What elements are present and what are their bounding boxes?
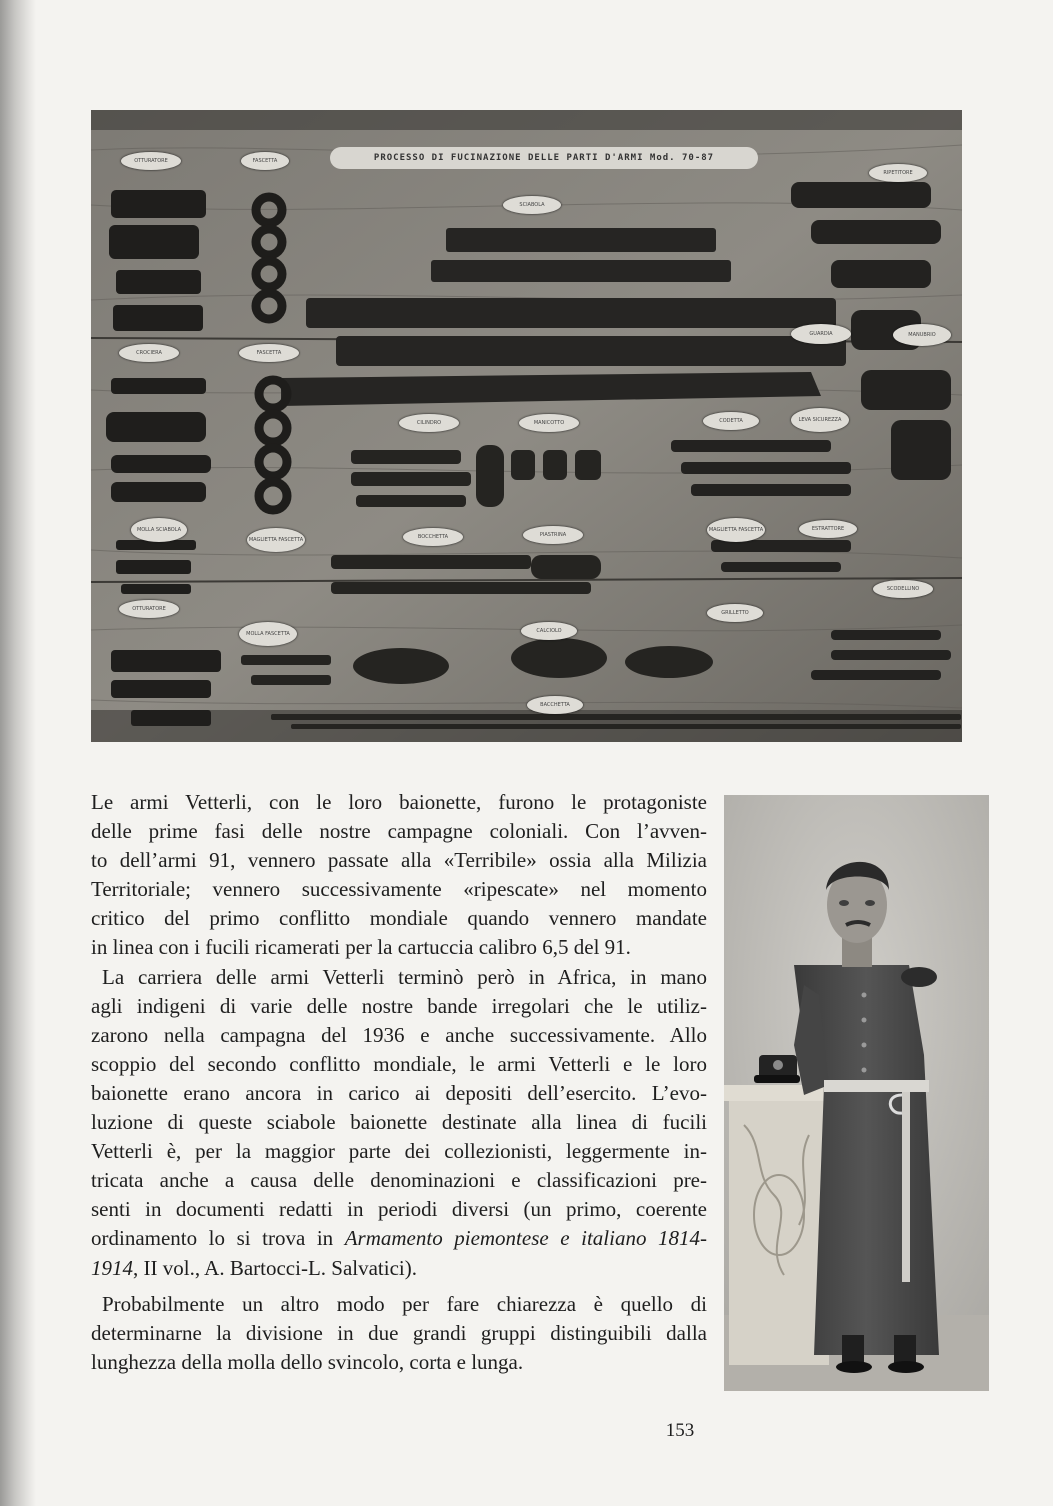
- book-title-italic: 1914: [91, 1255, 133, 1280]
- board-tag: MANICOTTO: [519, 414, 579, 432]
- text-line: senti in documenti redatti in periodi diversi (un primo, coerente: [91, 1197, 707, 1222]
- page-number: 153: [665, 1420, 695, 1441]
- text-line: delle prime fasi delle nostre campagne coloniali. Con l’avven-: [91, 819, 707, 844]
- text-line: scoppio del secondo conflitto mondiale, le armi Vetterli e le loro: [91, 1051, 707, 1076]
- board-title-plaque: PROCESSO DI FUCINAZIONE DELLE PARTI D'ARMI Mod. 70-87: [330, 147, 758, 169]
- text-line: luzione di queste sciabole baionette destinate alla linea di fucili: [91, 1110, 707, 1135]
- text-line: to dell’armi 91, vennero passate alla «Terribile» ossia alla Milizia: [91, 848, 707, 873]
- paragraph-2: [91, 963, 707, 1283]
- text-run: ordinamento lo si trova in: [91, 1226, 345, 1251]
- board-tag: BACCHETTA: [527, 696, 583, 714]
- board-tag: SCIABOLA: [503, 196, 561, 214]
- board-tag: GUARDIA: [791, 324, 851, 344]
- soldier-portrait-illustration: [724, 795, 989, 1391]
- text-line: tricata anche a causa delle denominazioni e classificazioni pre-: [91, 1168, 707, 1193]
- text-line: [91, 1224, 707, 1253]
- body-text: [91, 788, 707, 1377]
- board-tag: CILINDRO: [399, 414, 459, 432]
- text-run: , II vol., A. Bartocci-L. Salvatici).: [133, 1255, 418, 1280]
- board-tag: FASCETTA: [239, 344, 299, 362]
- text-line: agli indigeni di varie delle nostre bande irregolari che le utiliz-: [91, 993, 707, 1018]
- book-gutter-shadow: [0, 0, 36, 1506]
- book-title-italic: Armamento piemontese e italiano 1814-: [344, 1226, 707, 1251]
- board-tag: OTTURATORE: [121, 152, 181, 170]
- board-tag: BOCCHETTA: [403, 528, 463, 546]
- board-tag: CODETTA: [703, 412, 759, 430]
- text-line: determinarne la divisione in due grandi gruppi distinguibili dalla: [91, 1320, 707, 1345]
- forging-process-photo: [91, 110, 962, 742]
- board-tag: OTTURATORE: [119, 600, 179, 618]
- board-tag: MOLLA FASCETTA: [239, 622, 297, 646]
- board-tag: MAGLIETTA FASCETTA: [707, 518, 765, 542]
- board-tag: CROCIERA: [119, 344, 179, 362]
- board-tag: FASCETTA: [241, 152, 289, 170]
- text-line: baionette erano ancora in carico ai depositi dell’esercito. L’evo-: [91, 1080, 707, 1105]
- text-line: Probabilmente un altro modo per fare chiarezza è quello di: [102, 1291, 707, 1316]
- text-line: zarono nella campagna del 1936 e anche successivamente. Allo: [91, 1022, 707, 1047]
- paragraph-3: [91, 1290, 707, 1377]
- text-line: lunghezza della molla dello svincolo, corta e lunga.: [91, 1349, 524, 1374]
- board-tag: SCODELLINO: [873, 580, 933, 598]
- board-tag: LEVA SICUREZZA: [791, 408, 849, 432]
- board-tag: MAGLIETTA FASCETTA: [247, 528, 305, 552]
- text-line: [91, 1254, 707, 1283]
- text-line: La carriera delle armi Vetterli terminò però in Africa, in mano: [102, 964, 707, 989]
- text-line: in linea con i fucili ricamerati per la cartuccia calibro 6,5 del 91.: [91, 935, 631, 960]
- text-line: critico del primo conflitto mondiale quando vennero mandate: [91, 906, 707, 931]
- soldier-portrait-photo: [724, 795, 989, 1391]
- text-line: Territoriale; vennero successivamente «ripescate» nel momento: [91, 877, 707, 902]
- paragraph-1: [91, 788, 707, 963]
- board-tag: RIPETITORE: [869, 164, 927, 182]
- board-tag: PIASTRINA: [523, 526, 583, 544]
- board-tag: CALCIOLO: [521, 622, 577, 640]
- text-line: Le armi Vetterli, con le loro baionette, furono le protagoniste: [91, 790, 707, 814]
- board-tag: MANUBRIO: [893, 324, 951, 346]
- board-tag: MOLLA SCIABOLA: [131, 518, 187, 542]
- board-tag: ESTRATTORE: [799, 520, 857, 538]
- board-tag: GRILLETTO: [707, 604, 763, 622]
- text-line: Vetterli è, per la maggior parte dei collezionisti, leggermente in-: [91, 1139, 707, 1164]
